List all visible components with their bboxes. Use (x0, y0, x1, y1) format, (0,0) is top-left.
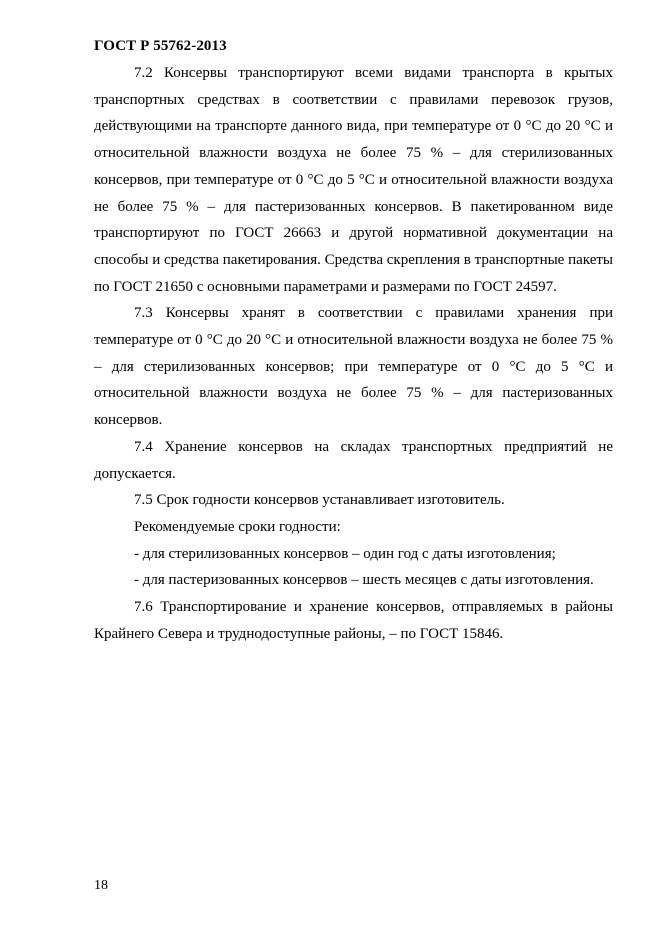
shelf-life-pasteurized: - для пастеризованных консервов – шесть месяцев с даты изготовления. (134, 572, 594, 589)
paragraph-7-3: 7.3 Консервы хранят в соответствии с правилами хранения при температуре от 0 °С до 20 °С и относительной влажности воздуха не более 75 % – для стерилизованных консервов; при температуре от 0 °С до 5 °С и относительной влажности воздуха не более 75 % – для пастеризованных консервов. (94, 305, 613, 429)
shelf-life-sterilized: - для стерилизованных консервов – один год с даты изготовления; (134, 545, 556, 562)
document-header: ГОСТ Р 55762-2013 (94, 38, 227, 54)
paragraph-7-2: 7.2 Консервы транспортируют всеми видами транспорта в крытых транспортных средствах в соответствии с правилами перевозок грузов, действующими на транспорте данного вида, при температуре от 0 °С до 20 °С и относительной влажности воздуха не более 75 % – для стерилизованных консервов, при температуре от 0 °С до 5 °С и относительной влажности воздуха не более 75 % – для пастеризованных консервов. В пакетированном виде транспортируют по ГОСТ 26663 и другой нормативной документации на способы и средства пакетирования. Средства скрепления в транспортные пакеты по ГОСТ 21650 с основными параметрами и размерами по ГОСТ 24597. (94, 65, 613, 295)
paragraph-7-6: 7.6 Транспортирование и хранение консервов, отправляемых в районы Крайнего Севера и труднодоступные районы, – по ГОСТ 15846. (94, 599, 613, 642)
paragraph-7-5: 7.5 Срок годности консервов устанавливает изготовитель. (134, 492, 505, 509)
document-body (94, 60, 613, 647)
shelf-life-intro: Рекомендуемые сроки годности: (134, 518, 341, 535)
paragraph-7-4: 7.4 Хранение консервов на складах транспортных предприятий не допускается. (94, 438, 613, 482)
page-number: 18 (94, 878, 108, 893)
